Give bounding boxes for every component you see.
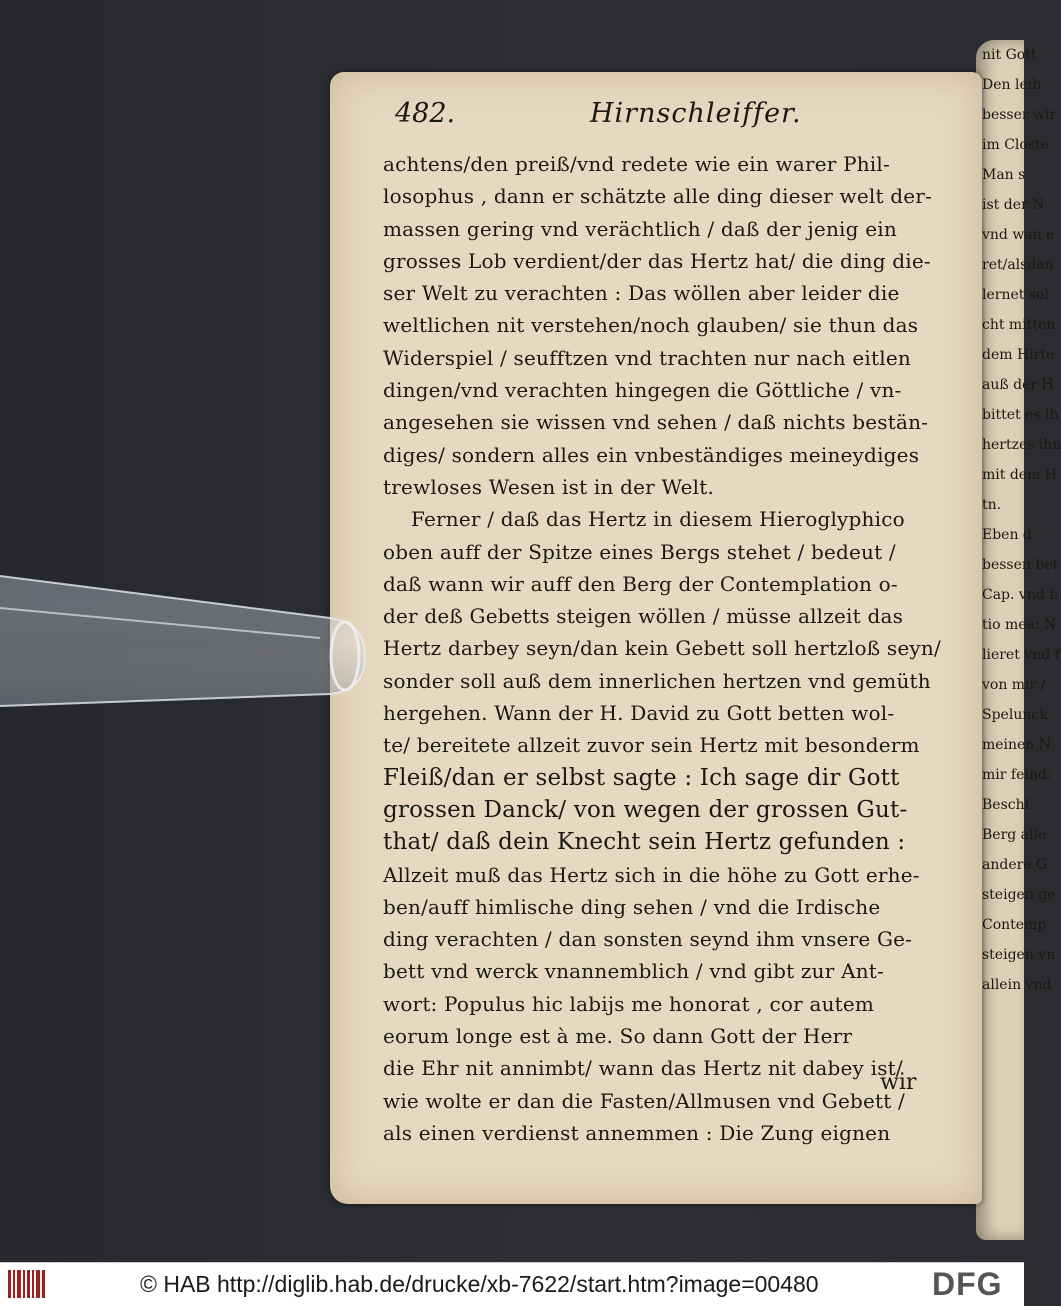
text-line: eorum longe est à me. So dann Gott der Herr: [383, 1024, 853, 1049]
facing-page-fragment: steigen vn: [982, 947, 1056, 963]
facing-page-fragment: meinen N: [982, 737, 1052, 753]
text-line: grosses Lob verdient/der das Hertz hat/ die ding die-: [383, 248, 931, 273]
text-line: massen gering vnd verächtlich / daß der jenig ein: [383, 216, 897, 241]
glass-page-holder: [0, 568, 365, 710]
text-line: Fleiß/dan er selbst sagte : Ich sage dir Gott: [383, 764, 900, 791]
facing-page-fragment: ret/alsdan: [982, 257, 1054, 273]
facing-page-fragment: hertzes ihn: [982, 437, 1061, 453]
text-line: angesehen sie wissen vnd sehen / daß nichts bestän-: [383, 410, 929, 435]
text-line: achtens/den preiß/vnd redete wie ein warer Phil-: [383, 152, 890, 176]
library-logo-icon: [8, 1270, 46, 1298]
page-number: 482.: [395, 98, 456, 129]
text-line: der deß Gebetts steigen wöllen / müsse allzeit das: [383, 604, 904, 629]
footer-bar: [0, 1262, 1024, 1306]
text-line: weltlichen nit verstehen/noch glauben/ sie thun das: [383, 313, 919, 338]
running-head: Hirnschleiffer.: [590, 98, 802, 129]
dfg-logo: DFG: [932, 1266, 1003, 1302]
text-line: Allzeit muß das Hertz sich in die höhe zu Gott erhe-: [383, 862, 920, 887]
facing-page-fragment: andere G: [982, 857, 1048, 873]
facing-page-fragment: tio mea: N: [982, 617, 1057, 633]
facing-page-fragment: cht mitten: [982, 317, 1056, 333]
text-line: als einen verdienst annemmen : Die Zung eignen: [383, 1120, 891, 1145]
facing-page-fragment: Den leib: [982, 77, 1042, 93]
text-line: bett vnd werck vnannemblich / vnd gibt zur Ant-: [383, 959, 884, 984]
text-line: that/ daß dein Knecht sein Hertz gefunden :: [383, 829, 906, 856]
text-line: dingen/vnd verachten hingegen die Göttliche / vn-: [383, 378, 902, 403]
text-line: sonder soll auß dem innerlichen hertzen vnd gemüth: [383, 668, 931, 693]
text-line: diges/ sondern alles ein vnbeständiges meineydiges: [383, 442, 920, 467]
facing-page-fragment: auß der H: [982, 377, 1054, 393]
facing-page-fragment: besser wir: [982, 107, 1057, 123]
facing-page-fragment: Cap. vnd h: [982, 587, 1059, 603]
text-line: grossen Danck/ von wegen der grossen Gut-: [383, 796, 908, 823]
facing-page-edge: [976, 40, 1061, 1240]
text-line: ben/auff himlische ding sehen / vnd die Irdische: [383, 894, 881, 919]
facing-page-fragment: allein vnd: [982, 977, 1052, 993]
facing-page-fragment: lieret vnd f: [982, 647, 1060, 663]
text-line: daß wann wir auff den Berg der Contemplation o-: [383, 571, 898, 596]
facing-page-fragment: Man s: [982, 167, 1026, 183]
facing-page-fragment: Eben d: [982, 527, 1032, 543]
text-line: Widerspiel / seufftzen vnd trachten nur nach eitlen: [383, 345, 911, 370]
text-line: ding verachten / dan sonsten seynd ihm vnsere Ge-: [383, 927, 913, 952]
facing-page-fragment: mir feind:: [982, 767, 1052, 783]
text-line: losophus , dann er schätzte alle ding dieser welt der-: [383, 184, 933, 209]
page-header: [395, 98, 955, 142]
facing-page-fragment: vnd wan e: [982, 227, 1055, 243]
text-line: wie wolte er dan die Fasten/Allmusen vnd Gebett /: [383, 1088, 905, 1113]
facing-page-fragment: mit dem H: [982, 467, 1058, 483]
facing-page-fragment: von mir /: [982, 677, 1046, 693]
facing-page-fragment: tn.: [982, 497, 1002, 513]
facing-page-fragment: im Closte: [982, 137, 1049, 153]
text-line: Hertz darbey seyn/dan kein Gebett soll hertzloß seyn/: [383, 636, 941, 661]
text-line: Ferner / daß das Hertz in diesem Hieroglyphico: [411, 507, 905, 532]
page-text: [383, 148, 945, 1149]
credit-link[interactable]: © HAB http://diglib.hab.de/drucke/xb-7622/start.htm?image=00480: [140, 1271, 819, 1297]
text-line: trewloses Wesen ist in der Welt.: [383, 474, 715, 499]
facing-page-fragment: Beschl: [982, 797, 1030, 813]
text-line: te/ bereitete allzeit zuvor sein Hertz mit besonderm: [383, 733, 920, 758]
facing-page-fragment: ist der N: [982, 197, 1045, 213]
facing-page-fragment: steigen ge: [982, 887, 1056, 903]
text-line: ser Welt zu verachten : Das wöllen aber leider die: [383, 281, 900, 306]
facing-page-fragment: bessen bet: [982, 557, 1059, 573]
facing-page-fragment: nit Gott: [982, 47, 1037, 63]
facing-page-fragment: Spelunck: [982, 707, 1048, 723]
text-line: die Ehr nit annimbt/ wann das Hertz nit dabey ist/: [383, 1056, 903, 1081]
text-line: hergehen. Wann der H. David zu Gott betten wol-: [383, 701, 895, 726]
text-line: oben auff der Spitze eines Bergs stehet / bedeut /: [383, 539, 896, 564]
facing-page-fragment: dem Hirte: [982, 347, 1055, 363]
facing-page-fragment: Contemp: [982, 917, 1047, 933]
facing-page-fragment: bittet es ih: [982, 407, 1059, 423]
catchword: wir: [880, 1070, 917, 1095]
text-line: wort: Populus hic labijs me honorat , cor autem: [383, 991, 875, 1016]
facing-page-fragment: lernet sol: [982, 287, 1049, 303]
facing-page-fragment: Berg alle: [982, 827, 1047, 843]
